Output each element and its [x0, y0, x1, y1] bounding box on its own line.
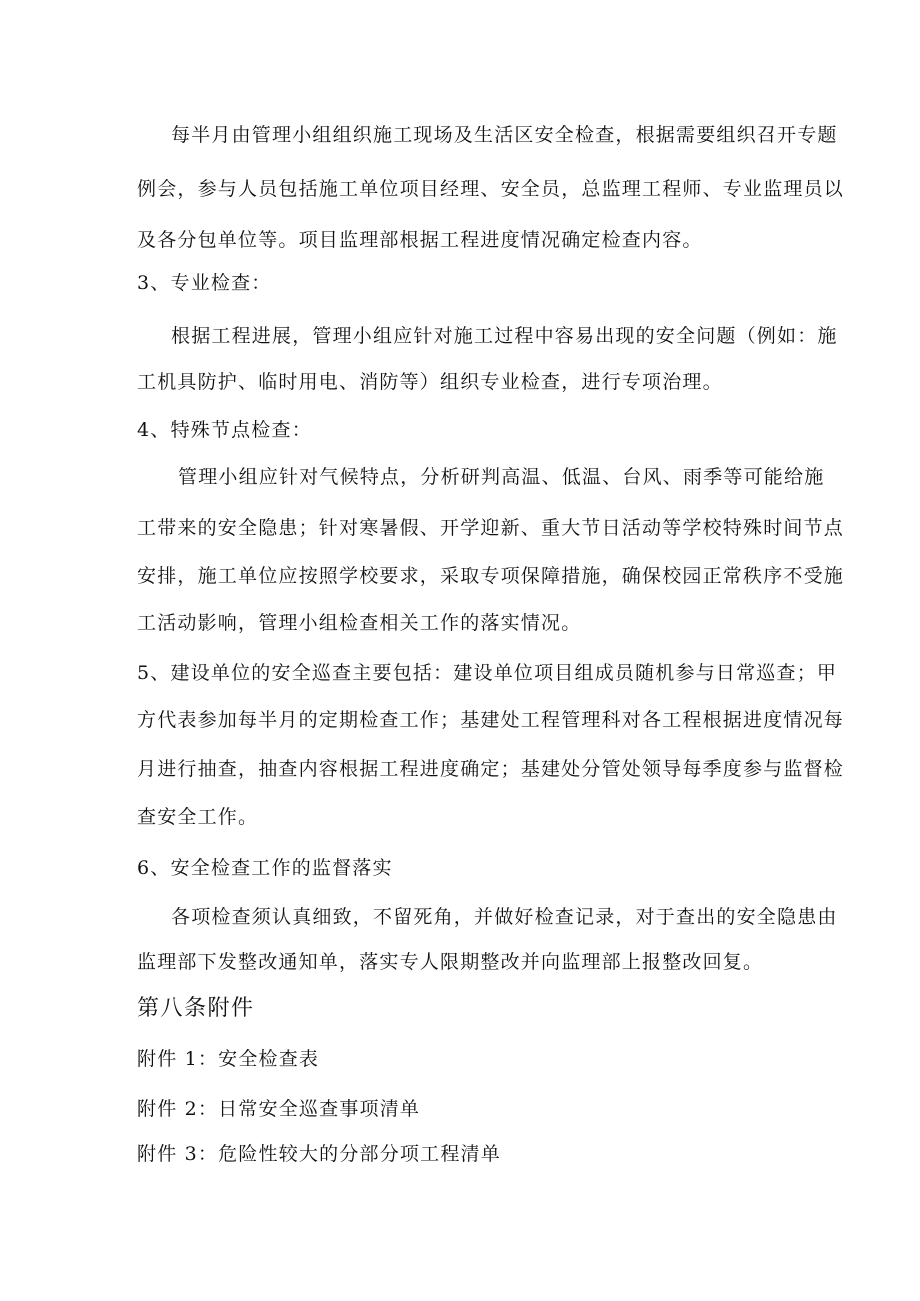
paragraph-5-line-2: 方代表参加每半月的定期检查工作；基建处工程管理科对各工程根据进度情况每 [137, 709, 845, 731]
paragraph-4-line-3: 安排，施工单位应按照学校要求，采取专项保障措施，确保校园正常秩序不受施 [137, 565, 845, 587]
article-8-title: 第八条附件 [137, 996, 255, 1021]
paragraph-4-line-1: 管理小组应针对气候特点，分析研判高温、低温、台风、雨季等可能给施 [178, 466, 825, 488]
paragraph-6-line-1: 各项检查须认真细致，不留死角，并做好检查记录，对于查出的安全隐患由 [171, 906, 838, 928]
item-6-title: 6、安全检查工作的监督落实 [137, 857, 393, 879]
paragraph-1-line-3: 及各分包单位等。项目监理部根据工程进度情况确定检查内容。 [137, 229, 703, 251]
attachment-2: 附件 2：日常安全巡查事项清单 [137, 1098, 421, 1120]
paragraph-3-line-1: 根据工程进展，管理小组应针对施工过程中容易出现的安全问题（例如：施 [171, 325, 838, 347]
paragraph-4-line-2: 工带来的安全隐患；针对寒暑假、开学迎新、重大节日活动等学校特殊时间节点 [137, 517, 845, 539]
paragraph-3-line-2: 工机具防护、临时用电、消防等）组织专业检查，进行专项治理。 [137, 371, 723, 393]
item-3-title: 3、专业检查： [137, 272, 272, 294]
paragraph-5-line-3: 月进行抽查，抽查内容根据工程进度确定；基建处分管处领导每季度参与监督检 [137, 758, 845, 780]
paragraph-1-line-2: 例会，参与人员包括施工单位项目经理、安全员，总监理工程师、专业监理员以 [137, 178, 845, 200]
paragraph-5-line-1: 5、建设单位的安全巡查主要包括：建设单位项目组成员随机参与日常巡查；甲 [137, 662, 838, 684]
paragraph-1-line-1: 每半月由管理小组组织施工现场及生活区安全检查，根据需要组织召开专题 [171, 124, 838, 146]
paragraph-4-line-4: 工活动影响，管理小组检查相关工作的落实情况。 [137, 612, 582, 634]
attachment-1: 附件 1：安全检查表 [137, 1048, 320, 1070]
attachment-3: 附件 3：危险性较大的分部分项工程清单 [137, 1143, 501, 1165]
paragraph-5-line-4: 查安全工作。 [137, 806, 259, 828]
paragraph-6-line-2: 监理部下发整改通知单，落实专人限期整改并向监理部上报整改回复。 [137, 951, 764, 973]
item-4-title: 4、特殊节点检查： [137, 419, 312, 441]
